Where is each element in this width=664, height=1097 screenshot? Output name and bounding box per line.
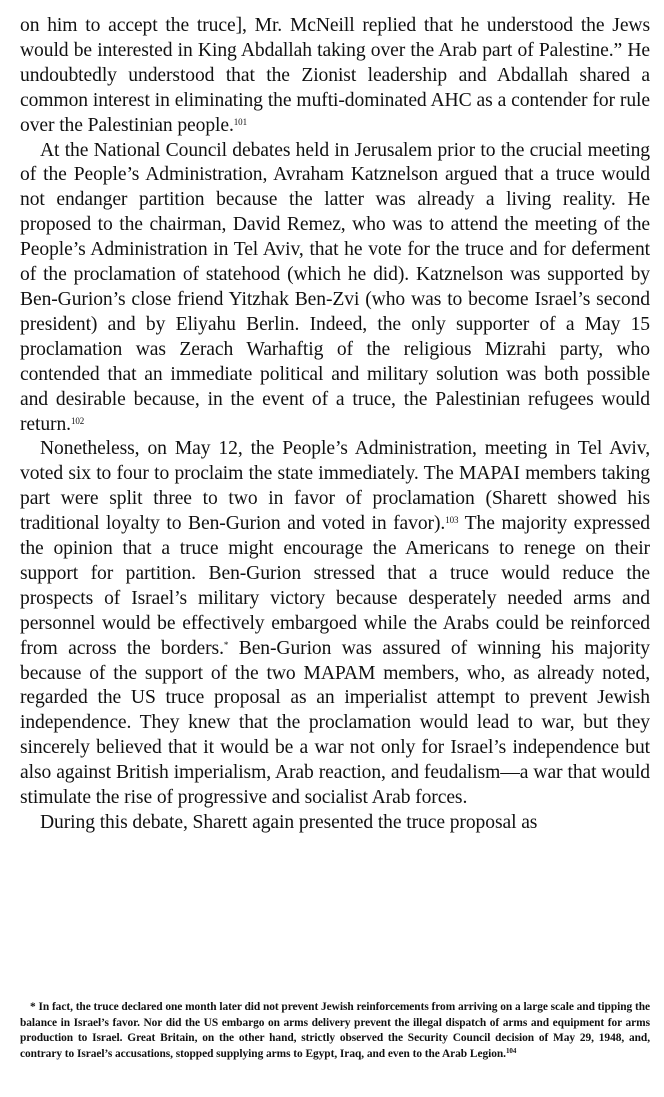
footnote-star <box>20 1000 650 1062</box>
text-run: Ben-Gurion was assured of winning his majority because of the support of the two MAPAM members, who, as already noted, regarded the US truce proposal as an imperialist attempt to prevent Jewish independence. They knew that the proclamation would lead to war, but they sincerely believed that it would be a war not only for Israel’s independence but also against British imperialism, Arab reaction, and feudalism—a war that would stimulate the rise of progressive and socialist Arab forces. <box>20 637 650 809</box>
paragraph-4 <box>20 811 650 836</box>
text-run: The majority expressed the opinion that a truce might encourage the Americans to renege on their support for partition. Ben-Gurion stressed that a truce would reduce the prospects of Israel’s military victory because desperately needed arms and personnel would be effectively embargoed while the Arabs could be reinforced from across the borders. <box>20 513 650 659</box>
paragraph-1 <box>20 14 650 139</box>
paragraph-2 <box>20 139 650 438</box>
endnote-ref: 102 <box>70 415 85 426</box>
text-run: on him to accept the truce], Mr. McNeill replied that he understood the Jews would be interested in King Abdallah taking over the Arab part of Palestine.” He undoubtedly understood that the Zionist leadership and Abdallah shared a common interest in eliminating the mufti-dominated AHC as a contender for rule over the Palestinian people. <box>20 15 650 136</box>
footnote-area <box>20 1000 650 1062</box>
paragraph-3 <box>20 437 650 811</box>
text-run: At the National Council debates held in Jerusalem prior to the crucial meeting of the People’s Administration, Avraham Katznelson argued that a truce would not endanger partition because the latter was already a living reality. He proposed to the chairman, David Remez, who was to attend the meeting of the People’s Administration in Tel Aviv, that he vote for the truce and for deferment of the proclamation of statehood (which he did). Katznelson was supported by Ben-Gurion’s close friend Yitzhak Ben-Zvi (who was to become Israel’s second president) and by Eliyahu Berlin. Indeed, the only supporter of a May 15 proclamation was Zerach Warhaftig of the religious Mizrahi party, who contended that an immediate political and military solution was both possible and desirable because, in the event of a truce, the Palestinian refugees would return. <box>20 139 650 435</box>
main-text <box>20 14 650 836</box>
text-run: Nonetheless, on May 12, the People’s Administration, meeting in Tel Aviv, voted six to four to proclaim the state immediately. The MAPAI members taking part were split three to two in favor of proclamation (Sharett showed his traditional loyalty to Ben-Gurion and voted in favor). <box>20 438 650 535</box>
endnote-ref: 104 <box>505 1046 517 1055</box>
footnote-marker: * <box>223 639 229 650</box>
text-run: During this debate, Sharett again presented the truce proposal as <box>40 812 538 833</box>
endnote-ref: 103 <box>445 515 459 526</box>
text-run: * In fact, the truce declared one month later did not prevent Jewish reinforcements from arriving on a large scale and tipping the balance in Israel’s favor. Nor did the US embargo on arms delivery prevent the illegal dispatch of arms and equipment for arms production to Israel. Great Britain, on the other hand, strictly observed the Security Council decision of May 29, 1948, and, contrary to Israel’s accusations, stopped supplying arms to Egypt, Iraq, and even to the Arab Legion. <box>20 1001 650 1060</box>
endnote-ref: 101 <box>233 116 247 127</box>
